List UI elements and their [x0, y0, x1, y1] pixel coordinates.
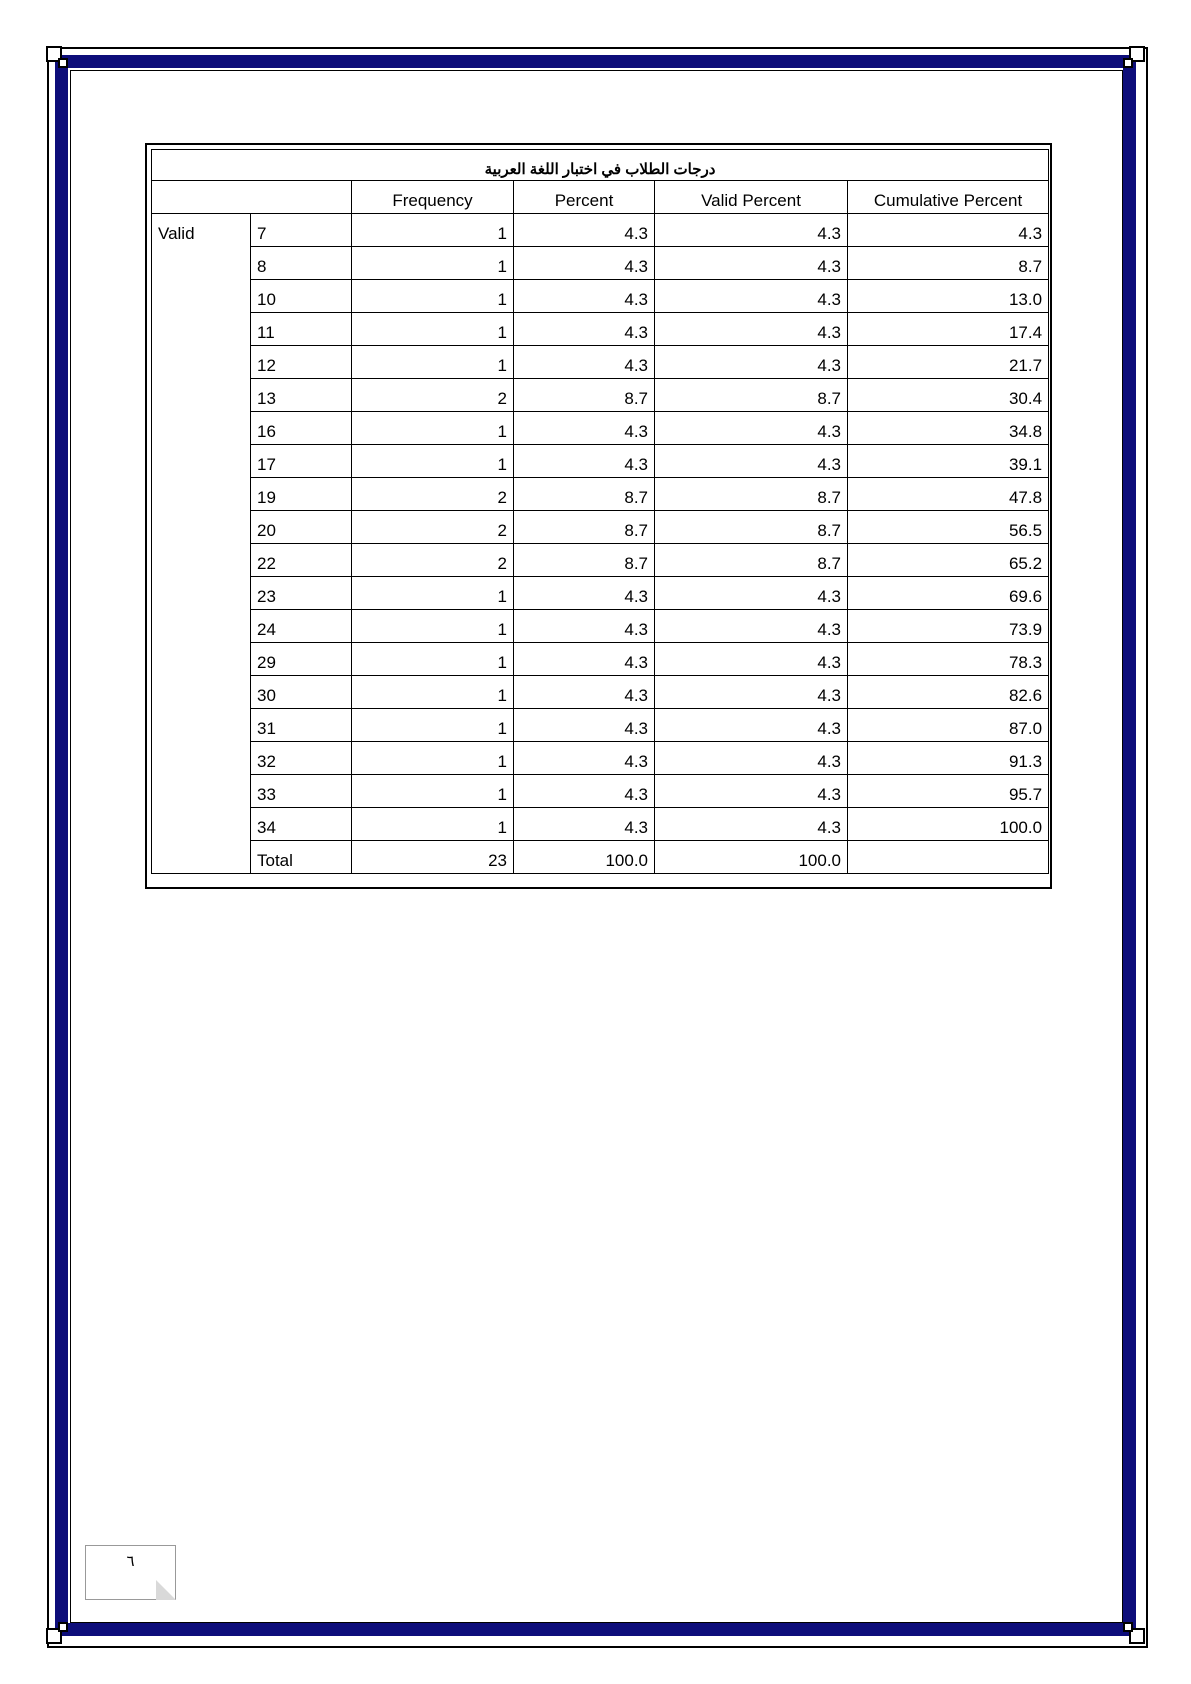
total-cumulative-percent [848, 841, 1049, 874]
row-percent: 4.3 [514, 247, 655, 280]
row-valid-percent: 4.3 [655, 808, 848, 841]
table-row [152, 610, 1049, 643]
table-row [152, 676, 1049, 709]
row-percent: 8.7 [514, 511, 655, 544]
header-blank-cell [152, 181, 352, 214]
row-cumulative-percent: 39.1 [848, 445, 1049, 478]
row-valid-percent: 8.7 [655, 478, 848, 511]
row-frequency: 1 [352, 577, 514, 610]
table-row [152, 346, 1049, 379]
table-row [152, 478, 1049, 511]
row-value: 29 [251, 643, 352, 676]
page-number: ٦ [126, 1553, 135, 1570]
row-frequency: 1 [352, 280, 514, 313]
corner-ornament-top-left [46, 46, 70, 70]
row-cumulative-percent: 69.6 [848, 577, 1049, 610]
table-row [152, 808, 1049, 841]
row-value: 17 [251, 445, 352, 478]
row-value: 22 [251, 544, 352, 577]
row-frequency: 1 [352, 709, 514, 742]
corner-ornament-bottom-left [46, 1620, 70, 1644]
table-row [152, 445, 1049, 478]
row-frequency: 1 [352, 445, 514, 478]
row-percent: 8.7 [514, 478, 655, 511]
row-value: 8 [251, 247, 352, 280]
row-valid-percent: 4.3 [655, 445, 848, 478]
frequency-table [151, 149, 1049, 874]
row-cumulative-percent: 82.6 [848, 676, 1049, 709]
table-row [152, 412, 1049, 445]
row-group-label: Valid [152, 214, 251, 874]
table-title: درجات الطلاب في اختبار اللغة العربية [152, 150, 1049, 181]
row-valid-percent: 4.3 [655, 676, 848, 709]
row-percent: 4.3 [514, 412, 655, 445]
row-cumulative-percent: 73.9 [848, 610, 1049, 643]
row-valid-percent: 4.3 [655, 214, 848, 247]
row-cumulative-percent: 30.4 [848, 379, 1049, 412]
page-curl-icon [156, 1580, 176, 1600]
row-value: 11 [251, 313, 352, 346]
row-value: 16 [251, 412, 352, 445]
row-valid-percent: 4.3 [655, 280, 848, 313]
row-valid-percent: 4.3 [655, 346, 848, 379]
row-frequency: 1 [352, 676, 514, 709]
row-percent: 4.3 [514, 775, 655, 808]
row-value: 10 [251, 280, 352, 313]
row-frequency: 1 [352, 775, 514, 808]
row-valid-percent: 4.3 [655, 577, 848, 610]
row-frequency: 1 [352, 346, 514, 379]
frequency-table-container [145, 143, 1052, 889]
table-row [152, 775, 1049, 808]
total-percent: 100.0 [514, 841, 655, 874]
row-frequency: 1 [352, 247, 514, 280]
row-value: 19 [251, 478, 352, 511]
row-valid-percent: 4.3 [655, 775, 848, 808]
total-valid-percent: 100.0 [655, 841, 848, 874]
row-value: 24 [251, 610, 352, 643]
row-valid-percent: 4.3 [655, 643, 848, 676]
table-row [152, 313, 1049, 346]
table-title-row [152, 150, 1049, 181]
row-frequency: 1 [352, 610, 514, 643]
row-cumulative-percent: 47.8 [848, 478, 1049, 511]
row-frequency: 1 [352, 214, 514, 247]
row-value: 34 [251, 808, 352, 841]
row-percent: 4.3 [514, 280, 655, 313]
row-value: 23 [251, 577, 352, 610]
row-cumulative-percent: 95.7 [848, 775, 1049, 808]
row-percent: 4.3 [514, 610, 655, 643]
row-value: 33 [251, 775, 352, 808]
corner-ornament-top-right [1121, 46, 1145, 70]
table-header-row [152, 181, 1049, 214]
row-value: 32 [251, 742, 352, 775]
row-valid-percent: 8.7 [655, 379, 848, 412]
row-cumulative-percent: 56.5 [848, 511, 1049, 544]
row-percent: 4.3 [514, 643, 655, 676]
row-percent: 4.3 [514, 808, 655, 841]
row-cumulative-percent: 87.0 [848, 709, 1049, 742]
row-value: 20 [251, 511, 352, 544]
row-valid-percent: 8.7 [655, 544, 848, 577]
header-valid-percent: Valid Percent [655, 181, 848, 214]
table-row [152, 643, 1049, 676]
row-cumulative-percent: 100.0 [848, 808, 1049, 841]
table-row [152, 247, 1049, 280]
row-percent: 4.3 [514, 313, 655, 346]
row-frequency: 1 [352, 808, 514, 841]
row-value: 12 [251, 346, 352, 379]
row-cumulative-percent: 91.3 [848, 742, 1049, 775]
row-frequency: 1 [352, 643, 514, 676]
row-valid-percent: 4.3 [655, 247, 848, 280]
header-frequency: Frequency [352, 181, 514, 214]
row-valid-percent: 8.7 [655, 511, 848, 544]
row-valid-percent: 4.3 [655, 709, 848, 742]
row-percent: 4.3 [514, 577, 655, 610]
table-row [152, 577, 1049, 610]
corner-ornament-bottom-right [1121, 1620, 1145, 1644]
row-percent: 8.7 [514, 544, 655, 577]
row-frequency: 2 [352, 544, 514, 577]
row-percent: 8.7 [514, 379, 655, 412]
row-frequency: 2 [352, 478, 514, 511]
total-frequency: 23 [352, 841, 514, 874]
row-frequency: 2 [352, 379, 514, 412]
table-row [152, 214, 1049, 247]
row-cumulative-percent: 13.0 [848, 280, 1049, 313]
table-row [152, 709, 1049, 742]
row-percent: 4.3 [514, 445, 655, 478]
table-row [152, 280, 1049, 313]
table-row [152, 544, 1049, 577]
row-cumulative-percent: 78.3 [848, 643, 1049, 676]
table-row [152, 379, 1049, 412]
row-cumulative-percent: 8.7 [848, 247, 1049, 280]
row-value: 13 [251, 379, 352, 412]
row-frequency: 1 [352, 412, 514, 445]
row-cumulative-percent: 34.8 [848, 412, 1049, 445]
row-valid-percent: 4.3 [655, 412, 848, 445]
row-valid-percent: 4.3 [655, 610, 848, 643]
row-value: 31 [251, 709, 352, 742]
row-frequency: 1 [352, 742, 514, 775]
row-cumulative-percent: 21.7 [848, 346, 1049, 379]
row-frequency: 1 [352, 313, 514, 346]
total-label: Total [251, 841, 352, 874]
row-cumulative-percent: 17.4 [848, 313, 1049, 346]
row-valid-percent: 4.3 [655, 742, 848, 775]
table-row [152, 511, 1049, 544]
row-frequency: 2 [352, 511, 514, 544]
header-percent: Percent [514, 181, 655, 214]
row-valid-percent: 4.3 [655, 313, 848, 346]
table-total-row [152, 841, 1049, 874]
row-cumulative-percent: 65.2 [848, 544, 1049, 577]
row-value: 30 [251, 676, 352, 709]
row-percent: 4.3 [514, 214, 655, 247]
row-value: 7 [251, 214, 352, 247]
row-percent: 4.3 [514, 742, 655, 775]
row-percent: 4.3 [514, 709, 655, 742]
page-number-box [85, 1545, 176, 1600]
row-cumulative-percent: 4.3 [848, 214, 1049, 247]
table-row [152, 742, 1049, 775]
row-percent: 4.3 [514, 676, 655, 709]
header-cumulative-percent: Cumulative Percent [848, 181, 1049, 214]
row-percent: 4.3 [514, 346, 655, 379]
